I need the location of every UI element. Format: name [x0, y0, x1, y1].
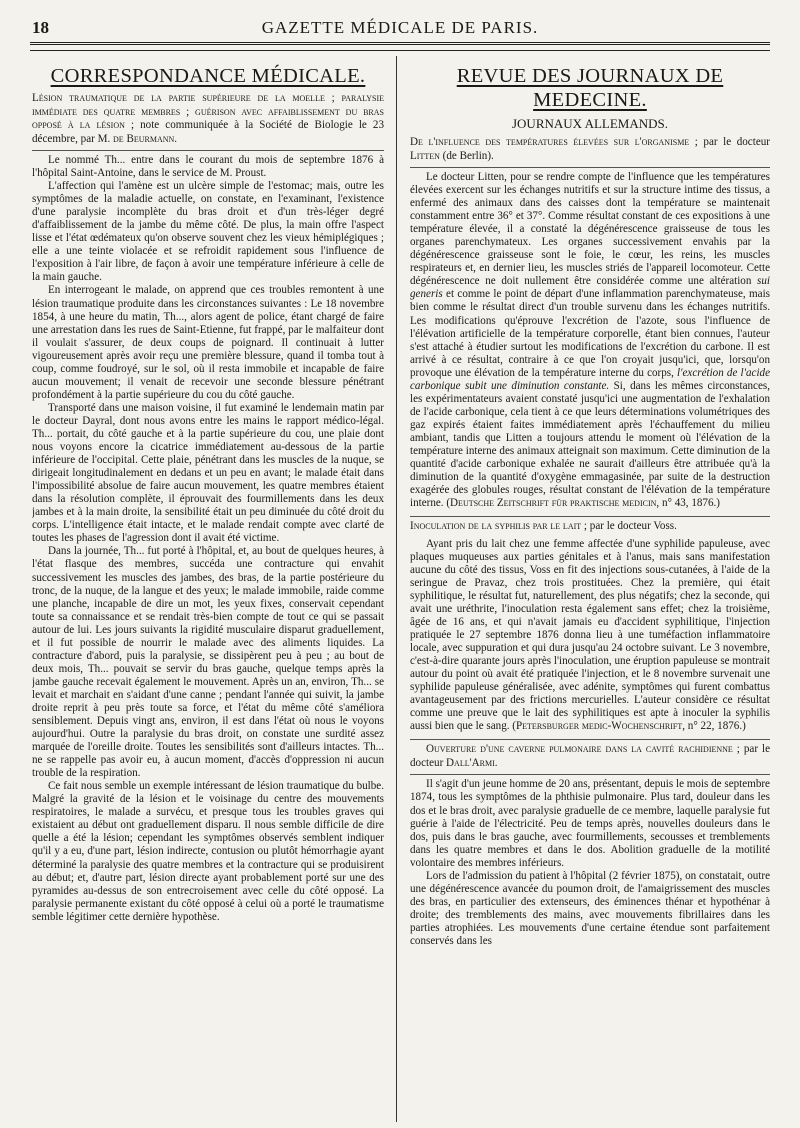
page-number: 18	[32, 18, 49, 37]
publication-title: GAZETTE MÉDICALE DE PARIS.	[261, 18, 539, 37]
paragraph: Le docteur Litten, pour se rendre compte de l'influence que les températures élevées exercent sur les échanges nutritifs et sur la structure intime des tissus, a enfermé des animaux dans des caisses dont la température se maintenait constamment entre 36° et 37°. Comme résultat constant de ces expositions à une température élevée, il a constaté la dégénérescence graisseuse de tous les organes parenchymateux. Les organes successivement envahis par la dégénérescence graisseuse sont le foie, le cœur, les reins, les muscles respirateurs et, en dernier lieu, les muscles striés de l'appareil locomoteur. Cette dégénérescence ne doit nullement être considérée comme une altération sui generis et comme le point de départ d'une inflammation parenchymateuse, mais bien comme le résultat direct d'un trouble survenu dans les échanges nutritifs. Les modifications qu'éprouve l'excrétion de l'azote, sous l'influence de l'élévation artificielle de la température corporelle, étant bien connues, l'auteur s'est attaché à étudier surtout les modifications de l'excrétion du carbone. Il est arrivé à ce résultat, contraire à ce que l'on croyait jusqu'ici, que, lorsqu'on provoque une élévation de la température interne du corps, l'excrétion de l'acide carbonique subit une diminution constante. Si, dans les mêmes circonstances, les expérimentateurs avaient constaté jusqu'ici une augmentation de l'exhalation de l'acide carbonique, cela tient à ce que leurs déterminations volumétriques des gaz expirés étaient faites immédiatement après l'échauffement du milieu ambiant, tandis que Litten a toujours attendu le moment où l'élévation de la température interne des animaux atteignait son maximum. Cette diminution de la quantité d'acide carbonique exhalée ne saurait d'ailleurs être attribuée qu'à la diminution de la quantité d'oxygène emmagasinée, par suite de la destruction exagérée des globules rouges, résultat constant de l'élévation de la température interne. (Deutsche Zeitschrift für praktische medicin, n° 43, 1876.)	[410, 171, 770, 510]
header-double-rule	[30, 42, 770, 48]
page-header	[30, 14, 770, 38]
paragraph: Il s'agit d'un jeune homme de 20 ans, présentant, depuis le mois de septembre 1874, tous les symptômes de la phthisie pulmonaire. Plus tard, douleur dans les dos et le bras droit, avec paralysie graduelle de ce membre, laquelle paralysie fut guérie à l'aide de l'électricité. Peu de temps après, nouvelles douleurs dans le dos, puis dans le bras gauche, avec fourmillements, secousses et tremblements dans les quatre membres et dans le dos. Abolition graduelle de la motilité volontaire des membres inférieurs.	[410, 778, 770, 869]
title-separator	[410, 774, 770, 775]
section-title-revue: REVUE DES JOURNAUX DE MEDECINE.	[456, 65, 724, 111]
section-title-correspondance: CORRESPONDANCE MÉDICALE.	[50, 65, 366, 87]
subsection-title: JOURNAUX ALLEMANDS.	[511, 116, 668, 131]
paragraph: Le nommé Th... entre dans le courant du mois de septembre 1876 à l'hôpital Saint-Antoine, dans le service de M. Proust.	[32, 154, 384, 180]
title-separator	[410, 167, 770, 168]
paragraph: L'affection qui l'amène est un ulcère simple de l'estomac; mais, outre les symptômes de la maladie actuelle, on constate, en l'examinant, l'existence d'une paralysie incomplète du bras droit et d'un très-léger degré d'affaiblissement de la jambe du même côté. De plus, la main offre l'aspect lisse et l'état œdémateux qu'on observe souvent chez les vieux hémiplégiques ; elle a une teinte violacée et se refroidit rapidement sous l'influence de l'exposition à l'air libre, de façon à avoir une température inférieure à celle de la main gauche.	[32, 180, 384, 284]
article-title-syphilis: Inoculation de la syphilis par le lait ; par le docteur Voss.	[410, 520, 677, 533]
right-column	[410, 56, 770, 1122]
article-title-temperatures: De l'influence des températures élevées sur l'organisme ; par le docteur Litten (de Berlin).	[410, 136, 770, 162]
paragraph: Transporté dans une maison voisine, il fut examiné le lendemain matin par le docteur Dayral, dont nous avons entre les mains le rapport médico-légal. Th... portait, du côté gauche et à la partie supérieure du cou, une plaie dont nous voyons encore la cicatrice immédiatement au-dessous de la partie inférieure de l'occipital. Cette plaie, pénétrant dans les muscles de la nuque, se dirigeait longitudinalement en dedans et un peu en avant; le malade était dans l'impossibilité absolue de faire aucun mouvement, les quatre membres étaient dans la résolution complète, il éprouvait des fourmillements dans les deux jambes et à la main droite, la sensibilité était un peu diminuée du côté droit du corps. L'intelligence était intacte, et le malade rendait compte avec clarté de toutes les phases de l'agression dont il avait été victime.	[32, 401, 384, 545]
column-divider	[396, 56, 397, 1122]
article-title-lesion: Lésion traumatique de la partie supérieure de la moelle ; paralysie immédiate des quatre membres ; guérison avec affaiblissement du bras opposé à la lésion ; note communiquée à la Société de Biologie le 23 décembre, par M. de Beurmann.	[32, 92, 384, 145]
paragraph: Ayant pris du lait chez une femme affectée d'une syphilide papuleuse, avec plaques muqueuses aux parties génitales et à l'anus, mais sans manifestation aucune du côté des tissus, Voss en fit des injections sous-cutanées, à l'aide de la seringue de Pravaz, chez trois prostituées. Chez la première, qui était syphilitique, le résultat fut, naturellement, des plus négatifs; chez la seconde, qui avait une uréthrite, l'inoculation resta également sans effet; chez la troisième, âgée de 16 ans, et qui n'avait jamais eu d'accident syphilitique, l'injection pratiquée le 27 septembre 1876 donna lieu à une tuméfaction inflammatoire locale, avec suppuration et qui dura jusqu'au 24 octobre suivant. Le 3 novembre, c'est-à-dire quarante jours après l'inoculation, une éruption papuleuse se montrait autour du point où avait été pratiquée l'injection, et le 8 novembre survenait une syphilide papuleuse généralisée, avec adénite, symptômes qui furent combattus avantageusement par des frictions mercurielles. L'auteur considère ce résultat comme une preuve que le lait des syphilitiques est apte à inoculer la syphilis aussi bien que le sang. (Petersburger medic-Wochenschrift, n° 22, 1876.)	[410, 537, 770, 733]
left-column	[32, 56, 384, 1122]
article-separator	[410, 739, 770, 740]
paragraph: Dans la journée, Th... fut porté à l'hôpital, et, au bout de quelques heures, à l'état flasque des membres, succéda une contracture qui envahit successivement les muscles des jambes, des bras, de la partie postérieure du tronc, de la nuque, de la langue et des yeux; le malade immobile, raide comme une planche, incapable de dire un mot, les yeux fixes, conservait cependant toute sa connaissance et se rendait très-bien compte de tout ce qui se passait autour de lui. Les jours suivants la rigidité musculaire disparut graduellement, et il fut possible de nourrir le malade avec des aliments liquides. La contracture d'abord, puis la paralysie, se dissipèrent peu à peu ; au bout de deux mois, Th... pouvait se servir du bras gauche, quelque temps après la jambe gauche recevait également le mouvement. Après un an, environ, Th... se levait et marchait en s'aidant d'une canne ; pendant l'année qui suivit, la jambe droite reprit à peu près toute sa force, et l'état du même côté s'améliora sensiblement. Depuis vingt ans, environ, il est dans l'état où nous le voyons aujourd'hui. Outre la paralysie du bras droit, on constate une surdité assez marquée de l'oreille droite. Toutes les sensibilités sont d'ailleurs intactes. Th... ne se rappelle pas avoir eu, à aucun moment, d'accès d'oppression ni aucun trouble de la respiration.	[32, 545, 384, 780]
paragraph: Ce fait nous semble un exemple intéressant de lésion traumatique du bulbe. Malgré la gravité de la lésion et le voisinage du centre des mouvements respiratoires, le malade a survécu, et presque tous les troubles graves qui existaient au début ont graduellement disparu. Il nous semble difficile de dire quelle a été la lésion; cependant les symptômes observés semblent indiquer qu'il y a eu, d'une part, lésion indirecte, contusion ou plutôt hémorrhagie ayant déterminé la paralysie des quatre membres et la contracture qui se produisirent au début; et, d'autre part, lésion directe ayant probablement porté sur une des pyramides au-dessus de son entrecroisement avec celle du côté opposé. La paralysie permanente existant du côté opposé à celui où a porté le traumatisme semble légitimer cette dernière hypothèse.	[32, 780, 384, 923]
article-separator	[410, 516, 770, 517]
paragraph: En interrogeant le malade, on apprend que ces troubles remontent à une lésion traumatique produite dans les circonstances suivantes : Le 18 novembre 1854, à une heure du matin, Th..., alors agent de police, étant chargé de faire une arrestation dans les rues de Saint-Etienne, fut frappé, par le malfaiteur dont il voulait s'assurer, de deux coups de poignard. Il continuait à lutter vigoureusement après avoir reçu une première blessure, quand il tomba tout à coup, comme foudroyé, sur le sol, où il resta immobile et incapable de faire aucun mouvement; il venait de recevoir une seconde blessure pénétrant profondément à la partie supérieure du cou du côté gauche.	[32, 284, 384, 401]
paragraph: Lors de l'admission du patient à l'hôpital (2 février 1875), on constatait, outre une dégénérescence avancée du poumon droit, de l'amaigrissement des muscles des bras, en particulier des extenseurs, des éminences thénar et hypothénar à droite; des tremblements des mains, avec mouvements fibrillaires dans les parties atrophiées. Les mouvements d'une certaine étendue sont parfaitement conservés dans les	[410, 869, 770, 947]
header-rule	[30, 50, 770, 51]
article-title-caverne: Ouverture d'une caverne pulmonaire dans la cavité rachidienne ; par le docteur Dall'Armi.	[410, 743, 770, 769]
title-separator	[32, 150, 384, 151]
